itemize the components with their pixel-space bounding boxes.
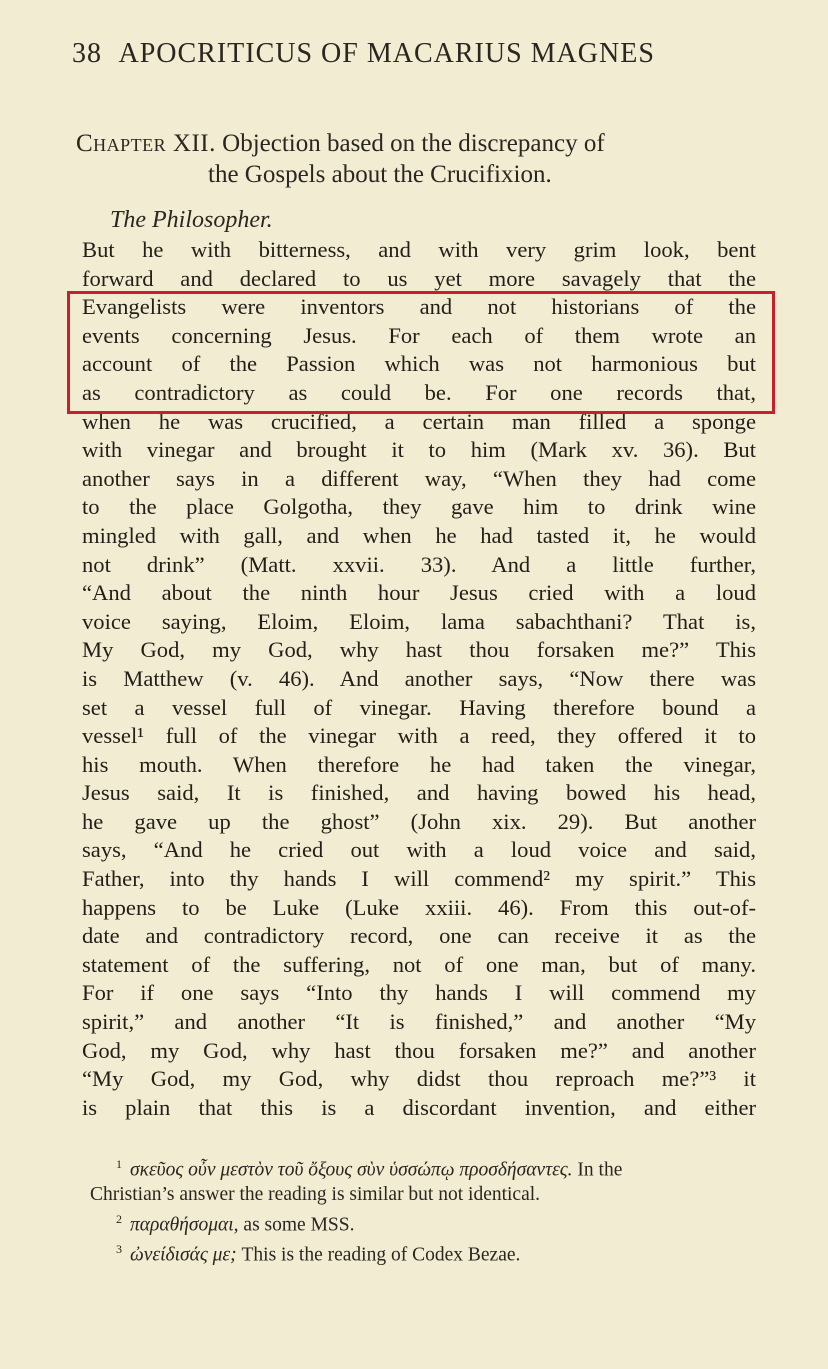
body-line: says, “And he cried out with a loud voice and said, [82,837,756,863]
body-line: Father, into thy hands I will commend² my spirit.” This [82,866,756,892]
body-line: his mouth. When therefore he had taken the vinegar, [82,751,756,777]
body-line: to the place Golgotha, they gave him to drink wine [82,494,756,520]
body-line: is Matthew (v. 46). And another says, “Now there was [82,665,756,691]
body-line: another says in a different way, “When they had come [82,465,756,491]
body-line: is plain that this is a discordant invention, and either [82,1094,756,1120]
footnote-mark: 1 [116,1157,122,1171]
chapter-title-line2: the Gospels about the Crucifixion. [208,161,552,188]
body-line: account of the Passion which was not harmonious but [82,351,756,377]
body-line: “My God, my God, why didst thou reproach me?”³ it [82,1066,756,1092]
body-line: date and contradictory record, one can receive it as the [82,923,756,949]
running-head-title: APOCRITICUS OF MACARIUS MAGNES [118,38,655,69]
body-line: statement of the suffering, not of one man, but of many. [82,951,756,977]
page-number: 38 [72,38,102,69]
body-line: Jesus said, It is finished, and having bowed his head, [82,780,756,806]
footnote-line [90,1152,758,1183]
chapter-title-line1: Objection based on the discrepancy of [222,130,605,157]
body-line: God, my God, why hast thou forsaken me?” and another [82,1037,756,1063]
chapter-heading [76,128,756,190]
body-line: spirit,” and another “It is finished,” and another “My [82,1009,756,1035]
body-line: voice saying, Eloim, Eloim, lama sabachthani? That is, [82,608,756,634]
footnote-text: In the [572,1159,623,1181]
footnote-line [90,1207,758,1238]
footnote-line [90,1237,758,1268]
body-line: My God, my God, why hast thou forsaken me?” This [82,637,756,663]
body-line: events concerning Jesus. For each of them wrote an [82,322,756,348]
body-line: For if one says “Into thy hands I will commend my [82,980,756,1006]
body-line: But he with bitterness, and with very grim look, bent [82,237,756,262]
chapter-label: Chapter XII. [76,130,216,157]
body-line: not drink” (Matt. xxvii. 33). And a little further, [82,551,756,577]
footnote-text: Christian’s answer the reading is similar but not identical. [90,1183,541,1205]
footnote-line [90,1183,758,1207]
footnote-mark: 2 [116,1211,122,1226]
footnote-mark: 3 [116,1242,122,1256]
body-line: “And about the ninth hour Jesus cried with a loud [82,580,756,606]
footnote-text: This is the reading of Codex Bezae. [236,1244,521,1266]
running-head [72,38,655,70]
highlight-box [67,291,775,414]
speaker-heading: The Philosopher. [110,207,273,233]
body-line: vessel¹ full of the vinegar with a reed, they offered it to [82,723,756,749]
body-line: with vinegar and brought it to him (Mark xv. 36). But [82,437,756,463]
body-line: Evangelists were inventors and not historians of the [82,294,756,320]
body-line: mingled with gall, and when he had tasted it, he would [82,522,756,548]
body-line: set a vessel full of vinegar. Having therefore bound a [82,694,756,720]
footnote-greek: σκεῦος οὖν μεστὸν τοῦ ὄξους σὺν ὑσσώπῳ προσδήσαντες. [130,1159,573,1181]
footnote-greek: παραθήσομαι, [130,1214,239,1235]
footnote-text: as some MSS. [238,1214,355,1235]
body-line: happens to be Luke (Luke xxiii. 46). From this out-of- [82,894,756,920]
body-line: he gave up the ghost” (John xix. 29). But another [82,808,756,834]
body-line: as contradictory as could be. For one records that, [82,379,756,405]
body-line: when he was crucified, a certain man filled a sponge [82,408,756,434]
body-line: forward and declared to us yet more savagely that the [82,265,756,291]
footnotes [90,1152,758,1268]
footnote-greek: ὠνείδισάς με; [130,1244,237,1266]
